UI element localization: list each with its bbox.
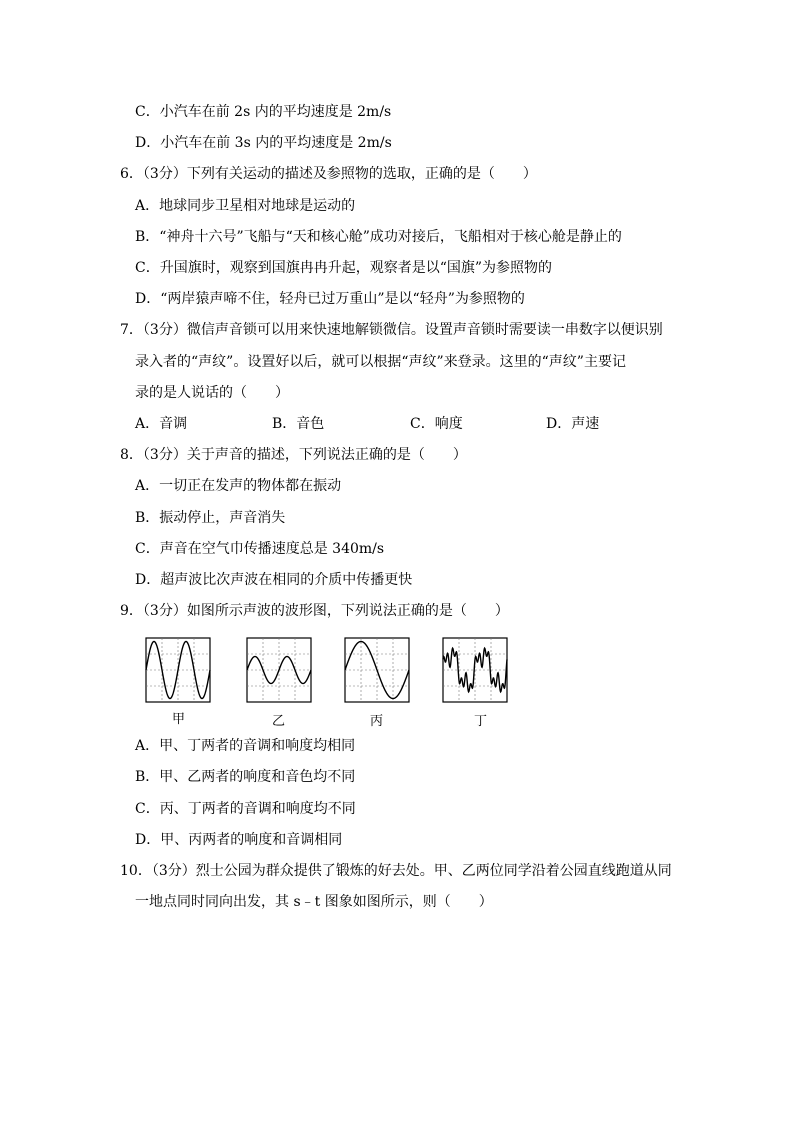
q5-option-c: C．小汽车在前 2s 内的平均速度是 2m/s [135, 104, 392, 120]
q8-option-a: A．一切正在发声的物体都在振动 [135, 478, 342, 494]
waveform-bing [344, 637, 410, 703]
q7-stem-line2: 录入者的“声纹”。设置好以后，就可以根据“声纹”来登录。这里的“声纹”主要记 [135, 354, 626, 370]
q7-option-d: D．声速 [546, 416, 600, 432]
q9-option-a: A．甲、丁两者的音调和响度均相同 [135, 738, 356, 754]
q8-option-b: B．振动停止，声音消失 [135, 510, 286, 526]
q9-option-b: B．甲、乙两者的响度和音色均不同 [135, 769, 356, 785]
waveform-jia-graph [145, 637, 211, 703]
q8-stem: 8．（3分）关于声音的描述，下列说法正确的是（ ） [120, 447, 467, 463]
q6-option-a: A．地球同步卫星相对地球是运动的 [135, 198, 356, 214]
q8-option-d: D．超声波比次声波在相同的介质中传播更快 [135, 572, 413, 588]
waveform-yi [246, 637, 312, 703]
q10-stem-line1: 10．（3分）烈士公园为群众提供了锻炼的好去处。甲、乙两位同学沿着公园直线跑道从同 [120, 863, 672, 879]
q6-stem: 6．（3分）下列有关运动的描述及参照物的选取，正确的是（ ） [120, 166, 537, 182]
q5-option-d: D．小汽车在前 3s 内的平均速度是 2m/s [135, 135, 392, 151]
q9-stem: 9．（3分）如图所示声波的波形图，下列说法正确的是（ ） [120, 603, 509, 619]
q6-option-d: D．“两岸猿声啼不住，轻舟已过万重山”是以“轻舟”为参照物的 [135, 291, 525, 307]
q10-stem-line2: 一地点同时同向出发，其 s﹣t 图象如图所示，则（ ） [135, 894, 493, 910]
waveform-bing-graph [344, 637, 410, 703]
q8-option-c: C．声音在空气巾传播速度总是 340m/s [135, 541, 385, 557]
waveform-ding-graph [442, 637, 508, 703]
q7-stem-line3: 录的是人说话的（ ） [135, 385, 289, 401]
waveform-label-ding: 丁 [474, 714, 488, 729]
waveform-jia [145, 637, 211, 703]
q7-option-b: B．音色 [272, 416, 325, 432]
q6-option-c: C．升国旗时，观察到国旗冉冉升起，观察者是以“国旗”为参照物的 [135, 260, 553, 276]
q6-option-b: B．“神舟十六号”飞船与“天和核心舱”成功对接后，飞船相对于核心舱是静止的 [135, 229, 622, 245]
waveform-yi-graph [246, 637, 312, 703]
waveform-label-bing: 丙 [370, 714, 384, 729]
q9-option-c: C．丙、丁两者的音调和响度均不同 [135, 801, 356, 817]
waveform-label-yi: 乙 [272, 714, 286, 729]
q7-stem-line1: 7．（3分）微信声音锁可以用来快速地解锁微信。设置声音锁时需要读一串数字以便识别 [120, 322, 663, 338]
q7-option-c: C．响度 [410, 416, 463, 432]
q7-option-a: A．音调 [135, 416, 188, 432]
waveform-ding [442, 637, 508, 703]
q9-option-d: D．甲、丙两者的响度和音调相同 [135, 832, 343, 848]
waveform-label-jia: 甲 [172, 712, 186, 727]
